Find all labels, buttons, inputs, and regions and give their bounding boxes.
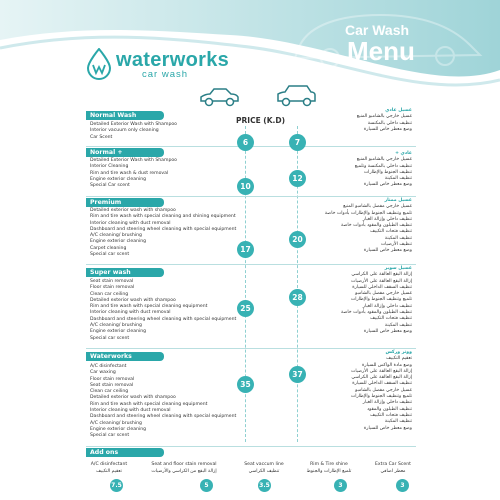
addon-label: A/C disinfectant <box>90 462 128 467</box>
arabic-feature: تنظيف المكينة <box>384 176 412 182</box>
arabic-feature: تنظيف السقف الداخلي للسيارة <box>352 381 412 387</box>
addon-price: 3.5 <box>258 479 271 492</box>
brand-subtitle: car wash <box>142 69 189 80</box>
brand-name: waterworks <box>116 49 230 71</box>
package-normal-plus-arabic <box>355 151 412 189</box>
addon-arabic-label: معطر اضافي <box>380 469 406 474</box>
price-sedan-waterworks: 35 <box>237 376 254 393</box>
feature-item: Interior cleaning with dust removal <box>90 310 171 316</box>
arabic-feature: تنظيف الطبلون والمقود بأدوات خاصة <box>341 223 412 229</box>
feature-item: Clean car ceiling <box>90 389 129 395</box>
feature-item: Dashboard and steering wheel cleaning with special equipment <box>90 226 237 232</box>
sedan-car-icon <box>198 86 240 108</box>
price-suv-waterworks: 37 <box>289 366 306 383</box>
feature-item: Special car scent <box>90 335 130 341</box>
feature-item: A/C cleaning/ brushing <box>90 233 142 239</box>
feature-item: Dashboard and steering wheel cleaning with special equipment <box>90 414 237 420</box>
arabic-title: غسيل سوبر <box>384 266 412 271</box>
addon-label: Extra Car Scent <box>375 462 411 467</box>
arabic-feature: تنظيف المكينة <box>384 419 412 425</box>
arabic-feature: وضع مادة الواكس للسيارة <box>361 362 412 368</box>
price-sedan-premium: 17 <box>237 241 254 258</box>
addon-label: Seat and floor stain removal <box>151 462 217 467</box>
feature-item: Rim and tire wash with special cleaning equipment <box>90 401 208 407</box>
feature-item: A/C disinfectant <box>90 364 127 369</box>
feature-item: Special car scent <box>90 433 130 439</box>
package-normal-wash-features <box>90 122 177 141</box>
feature-item: Special Car scent <box>90 183 130 189</box>
addon-label: Seat vaccum line <box>244 462 284 467</box>
addon-arabic-label: تنظيف الكراسي <box>248 469 280 474</box>
price-suv-super-wash: 28 <box>289 289 306 306</box>
arabic-feature: إزالة البقع العالقة على الكراسي <box>351 375 412 381</box>
arabic-feature: تلميع وتنظيف الجنوط والإطارات بأدوات خاصة <box>324 210 412 216</box>
feature-item: Seat stain removal <box>90 382 134 388</box>
price-sedan-normal-plus: 10 <box>237 178 254 195</box>
feature-item: Engine exterior cleaning <box>90 176 147 182</box>
feature-item: Interior Cleaning <box>90 164 129 170</box>
package-normal-wash-arabic <box>357 108 412 133</box>
addon-price: 7.5 <box>110 479 123 492</box>
price-column-label: PRICE (K.D) <box>236 116 286 125</box>
feature-item: Engine exterior cleaning <box>90 239 147 245</box>
addon-arabic-label: إزالة البقع من الكراسي والأرضيات <box>151 469 217 474</box>
separator <box>86 196 416 197</box>
feature-item: Dashboard and steering wheel cleaning with special equipment <box>90 316 237 322</box>
package-premium-arabic <box>325 198 412 255</box>
feature-item: Detailed Exterior Wash with Shampoo <box>90 122 177 127</box>
feature-item: A/C cleaning/ brushing <box>90 323 142 329</box>
package-waterworks-arabic <box>351 350 412 432</box>
package-waterworks-title: Waterworks <box>86 352 164 361</box>
feature-item: Car Scent <box>90 134 113 140</box>
feature-item: Detailed Exterior Wash with Shampoo <box>90 158 177 163</box>
feature-item: A/C cleaning/ brushing <box>90 420 142 426</box>
feature-item: Special car scent <box>90 252 130 258</box>
sedan-price-line <box>245 126 246 442</box>
arabic-feature: تنظيف فتحات التكييف <box>370 229 412 235</box>
arabic-feature: إزالة البقع العالقة على الأرضيات <box>351 368 412 374</box>
feature-item: Engine exterior cleaning <box>90 329 147 335</box>
separator <box>86 348 416 349</box>
package-premium-title: Premium <box>86 198 164 207</box>
package-super-wash-features <box>90 279 236 342</box>
feature-item: Clean car ceiling <box>90 291 129 297</box>
arabic-feature: غسيل خارجي بالشامبو المنبع <box>356 114 412 120</box>
price-sedan-super-wash: 25 <box>237 300 254 317</box>
feature-item: Seat stain removal <box>90 279 134 284</box>
arabic-feature: تنظيف الجنوط والإطارات <box>363 169 412 175</box>
price-suv-premium: 20 <box>289 231 306 248</box>
price-sedan-normal-wash: 6 <box>237 134 254 151</box>
arabic-feature: وضع معطر خاص للسيارة <box>363 328 412 334</box>
price-suv-normal-wash: 7 <box>289 134 306 151</box>
feature-item: Floor stain removal <box>90 376 135 382</box>
feature-item: Detailed exterior wash with shampoo <box>90 297 176 303</box>
price-suv-normal-plus: 12 <box>289 170 306 187</box>
arabic-feature: تنظيف داخلي بالمكنسة وتلميع <box>354 163 412 169</box>
addon-price: 3 <box>396 479 409 492</box>
arabic-title: غسيل ممتاز <box>384 198 412 203</box>
arabic-feature: إزالة البقع العالقة على الأرضيات <box>351 278 412 284</box>
arabic-feature: غسيل خارجي بالشامبو المنبع <box>356 157 412 163</box>
feature-item: Floor stain removal <box>90 285 135 291</box>
arabic-title: غسيل عادي <box>385 108 412 113</box>
feature-item: Engine exterior cleaning <box>90 426 147 432</box>
arabic-feature: تنظيف الأرضيات <box>380 242 412 248</box>
arabic-feature: وضع معطر خاص للسيارة <box>363 248 412 254</box>
addon-price: 5 <box>200 479 213 492</box>
feature-item: Rim and tire wash with special cleaning equipment <box>90 304 208 310</box>
arabic-feature: وضع معطر خاص للسيارة <box>363 182 412 188</box>
arabic-feature: تنظيف داخلي وإزالة الغبار <box>362 303 412 309</box>
package-normal-plus-features <box>90 158 177 189</box>
feature-item: Rim and tire wash & dust removal <box>90 170 169 176</box>
arabic-feature: تنظيف داخلي بالمكنسة <box>367 120 412 126</box>
package-normal-wash-title: Normal Wash <box>86 111 164 120</box>
arabic-feature: وضع معطر خاص للسيارة <box>363 126 412 132</box>
arabic-feature: تنظيف فتحات التكييف <box>370 412 412 418</box>
arabic-feature: تلميع وتنظيف الجنوط والإطارات <box>350 394 412 400</box>
package-waterworks-features <box>90 364 236 440</box>
addon-arabic-label: تعقيم التكييف <box>96 469 122 474</box>
feature-item: Detailed exterior wash with shampoo <box>90 395 176 401</box>
separator <box>86 446 416 447</box>
feature-item: Car waxing <box>90 370 116 376</box>
addons-title: Add ons <box>86 448 164 457</box>
addon-arabic-label: تلميع الإطارات والجنوط <box>306 469 352 474</box>
feature-item: Rim and tire wash with special cleaning and shining equipment <box>90 214 236 220</box>
arabic-feature: غسيل خارجي مفصل بالشامبو <box>355 387 412 393</box>
waterworks-logo-icon <box>86 48 112 80</box>
header-background <box>0 0 500 110</box>
arabic-title: عادي + <box>395 151 412 156</box>
arabic-feature: تنظيف الطبلون والمقود بأدوات خاصة <box>341 310 412 316</box>
arabic-feature: وضع معطر خاص للسيارة <box>363 425 412 431</box>
arabic-feature: تنظيف المكينة <box>384 322 412 328</box>
feature-item: Interior cleaning with dust removal <box>90 220 171 226</box>
arabic-feature: تنظيف داخلي وإزالة الغبار <box>362 216 412 222</box>
feature-item: Interior cleaning with dust removal <box>90 408 171 414</box>
arabic-title: ووتر وركس <box>385 350 412 355</box>
addon-price: 3 <box>334 479 347 492</box>
package-super-wash-title: Super wash <box>86 268 164 277</box>
package-premium-features <box>90 208 236 258</box>
feature-item: Detailed exterior wash with shampoo <box>90 208 176 213</box>
header-title-line2: Menu <box>347 36 415 66</box>
package-super-wash-arabic <box>341 266 412 335</box>
arabic-feature: غسيل خارجي مفصل بالشامبو <box>355 291 412 297</box>
header-title-line1: Car Wash <box>345 22 410 38</box>
addon-label: Rim & Tire shine <box>310 462 348 467</box>
feature-item: Interior vacuum only cleaning <box>90 128 159 134</box>
arabic-feature: إزالة البقع العالقة على الكراسي <box>351 272 412 278</box>
arabic-feature: تنظيف الطبلون والمقود <box>367 406 412 412</box>
arabic-feature: تنظيف المكينة <box>384 235 412 241</box>
suv-car-icon <box>275 84 317 108</box>
arabic-feature: غسيل خارجي مفصل بالشامبو المنبع <box>343 204 412 210</box>
feature-item: Carpet cleaning <box>90 245 127 251</box>
package-normal-plus-title: Normal + <box>86 148 164 157</box>
arabic-feature: تنظيف فتحات التكييف <box>370 316 412 322</box>
arabic-feature: تنظيف السقف الداخلي للسيارة <box>352 284 412 290</box>
arabic-feature: تعقيم التكييف <box>386 356 412 362</box>
separator <box>86 264 416 265</box>
arabic-feature: تنظيف داخلي وإزالة الغبار <box>362 400 412 406</box>
arabic-feature: تلميع وتنظيف الجنوط والإطارات <box>350 297 412 303</box>
